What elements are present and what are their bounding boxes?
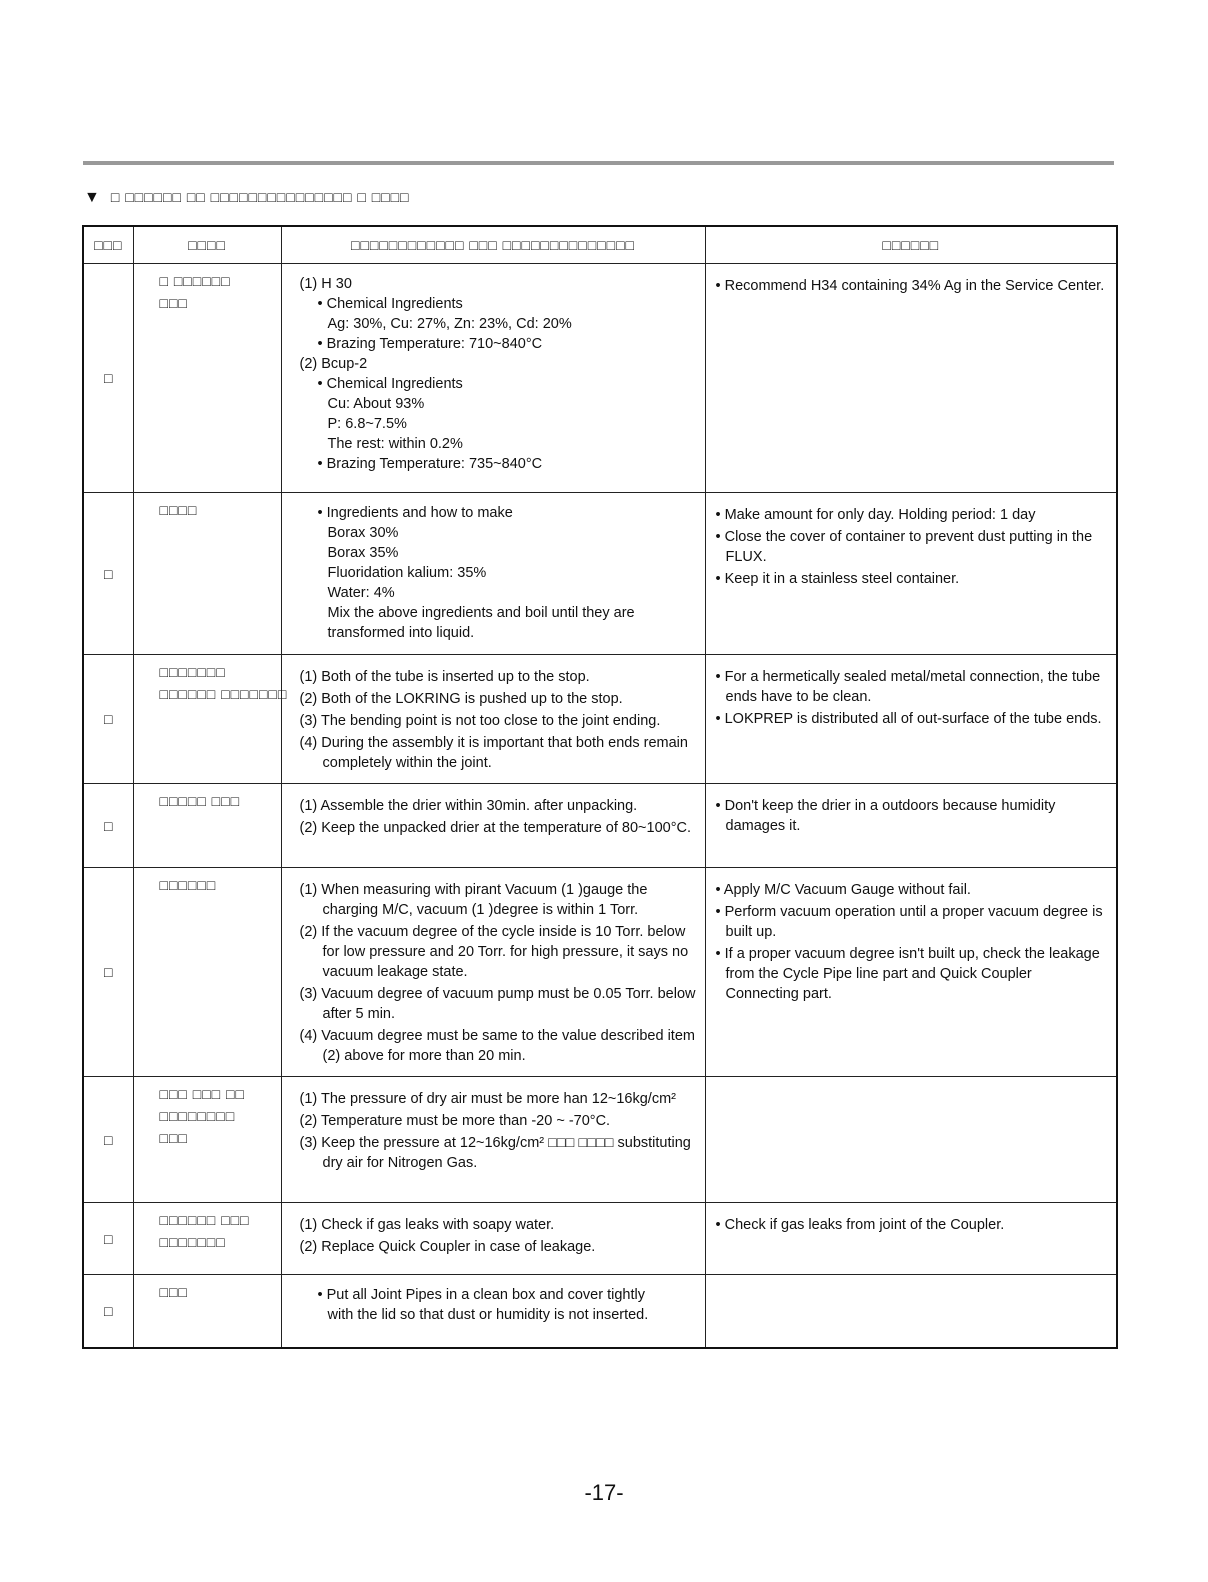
item-line: □□□□□□ □□□ [159,1212,250,1228]
row-standard [281,655,705,784]
row-remark [705,264,1117,493]
standard-line: (2) Both of the LOKRING is pushed up to the stop. [299,691,623,707]
row-number: □ [83,868,133,1077]
remark-line: • LOKPREP is distributed all of out-surface of the tube ends. [715,711,1102,727]
standard-line: (1) The pressure of dry air must be more han 12~16kg/cm² [299,1091,676,1107]
row-remark [705,1275,1117,1348]
header-standard: □□□□□□□□□□□□ □□□ □□□□□□□□□□□□□□ [281,226,705,264]
table-body [83,264,1117,1348]
row-standard [281,868,705,1077]
standard-line: P: 6.8~7.5% [327,416,407,432]
standard-line: (2) Bcup-2 [299,356,368,372]
spec-table [82,225,1118,1349]
standard-line: (4) During the assembly it is important that both ends remain completely within the joint. [299,735,688,771]
header-remark: □□□□□□ [705,226,1117,264]
standard-line: (3) Vacuum degree of vacuum pump must be 0.05 Torr. below after 5 min. [299,986,696,1022]
row-number: □ [83,264,133,493]
triangle-bullet-icon: ▼ [84,189,101,206]
remark-line: • For a hermetically sealed metal/metal connection, the tube ends have to be clean. [715,669,1101,705]
standard-line: (2) Keep the unpacked drier at the temperature of 80~100°C. [299,820,691,836]
standard-line: (3) Keep the pressure at 12~16kg/cm² □□□ □□□□ substituting dry air for Nitrogen Gas. [299,1135,691,1171]
standard-line: Water: 4% [327,585,395,601]
item-line: □□□ [159,295,188,311]
table-row [83,1203,1117,1275]
item-line: □□□□□□□ [159,664,226,680]
remark-line: • Perform vacuum operation until a proper vacuum degree is built up. [715,904,1103,940]
standard-line: • Put all Joint Pipes in a clean box and cover tightly [317,1287,645,1303]
standard-line: (1) Assemble the drier within 30min. after unpacking. [299,798,638,814]
standard-line: • Chemical Ingredients [317,296,463,312]
row-item [133,868,281,1077]
remark-line: • Recommend H34 containing 34% Ag in the Service Center. [715,278,1105,294]
standard-line: (1) When measuring with pirant Vacuum (1 )gauge the charging M/C, vacuum (1 )degree is within 1 Torr. [299,882,648,918]
table-row [83,264,1117,493]
header-item: □□□□ [133,226,281,264]
standard-line: (3) The bending point is not too close to the joint ending. [299,713,661,729]
standard-line: (1) Check if gas leaks with soapy water. [299,1217,555,1233]
standard-line: transformed into liquid. [327,625,475,641]
standard-line: (1) Both of the tube is inserted up to the stop. [299,669,590,685]
standard-line: (4) Vacuum degree must be same to the value described item (2) above for more than 20 min. [299,1028,695,1064]
header-no: □□□ [83,226,133,264]
row-number: □ [83,1077,133,1203]
standard-line: • Brazing Temperature: 710~840°C [317,336,543,352]
table-row [83,493,1117,655]
row-standard [281,1203,705,1275]
row-standard [281,784,705,868]
item-line: □ □□□□□□ [159,273,231,289]
table-row [83,1077,1117,1203]
row-remark [705,784,1117,868]
row-number: □ [83,1203,133,1275]
row-item [133,1275,281,1348]
top-rule [83,161,1114,165]
row-remark [705,1077,1117,1203]
row-standard [281,1275,705,1348]
row-remark [705,493,1117,655]
remark-line: • If a proper vacuum degree isn't built up, check the leakage from the Cycle Pipe line part and Quick Coupler Connecting part. [715,946,1100,1002]
item-line: □□□□□□ [159,877,217,893]
standard-line: Ag: 30%, Cu: 27%, Zn: 23%, Cd: 20% [327,316,572,332]
standard-line: Mix the above ingredients and boil until they are [327,605,635,621]
item-line: □□□□□□□ [159,1234,226,1250]
row-number: □ [83,493,133,655]
table-row [83,655,1117,784]
row-number: □ [83,1275,133,1348]
table-header-row [83,226,1117,264]
table-row [83,784,1117,868]
row-remark [705,868,1117,1077]
row-remark [705,1203,1117,1275]
row-item [133,264,281,493]
row-item [133,655,288,784]
standard-line: (2) Replace Quick Coupler in case of leakage. [299,1239,596,1255]
item-line: □□□□□□□□ [159,1108,236,1124]
item-line: □□□ [159,1284,188,1300]
remark-line: • Make amount for only day. Holding period: 1 day [715,507,1036,523]
standard-line: Cu: About 93% [327,396,425,412]
row-number: □ [83,784,133,868]
row-item [133,493,281,655]
row-item [133,1077,281,1203]
standard-line: • Brazing Temperature: 735~840°C [317,456,543,472]
standard-line: Borax 35% [327,545,399,561]
standard-line: • Chemical Ingredients [317,376,463,392]
item-line: □□□ [159,1130,188,1146]
row-item [133,784,281,868]
remark-line: • Check if gas leaks from joint of the Coupler. [715,1217,1005,1233]
item-line: □□□□ [159,502,198,518]
item-line: □□□□□□ □□□□□□□ [159,686,288,702]
standard-line: (1) H 30 [299,276,352,292]
remark-line: • Keep it in a stainless steel container. [715,571,960,587]
standard-line: The rest: within 0.2% [327,436,463,452]
remark-line: • Don't keep the drier in a outdoors because humidity damages it. [715,798,1056,834]
row-standard [281,264,705,493]
section-title: ▼ □ □□□□□□ □□ □□□□□□□□□□□□□□□ □ □□□□ [84,189,410,206]
row-remark [705,655,1117,784]
page-number: -17- [584,1480,624,1505]
item-line: □□□ □□□ □□ [159,1086,245,1102]
item-line: □□□□□ □□□ [159,793,241,809]
table-row [83,868,1117,1077]
row-standard [281,1077,705,1203]
remark-line: • Close the cover of container to prevent dust putting in the FLUX. [715,529,1093,565]
standard-line: Fluoridation kalium: 35% [327,565,487,581]
row-standard [281,493,705,655]
remark-line: • Apply M/C Vacuum Gauge without fail. [715,882,971,898]
standard-line: • Ingredients and how to make [317,505,513,521]
row-item [133,1203,281,1275]
standard-line: Borax 30% [327,525,399,541]
standard-line: with the lid so that dust or humidity is not inserted. [327,1307,649,1323]
standard-line: (2) If the vacuum degree of the cycle inside is 10 Torr. below for low pressure and 20 Torr. for high pressure, it says no vacuum leakage state. [299,924,689,980]
row-number: □ [83,655,133,784]
table-row [83,1275,1117,1348]
standard-line: (2) Temperature must be more than -20 ~ -70°C. [299,1113,611,1129]
